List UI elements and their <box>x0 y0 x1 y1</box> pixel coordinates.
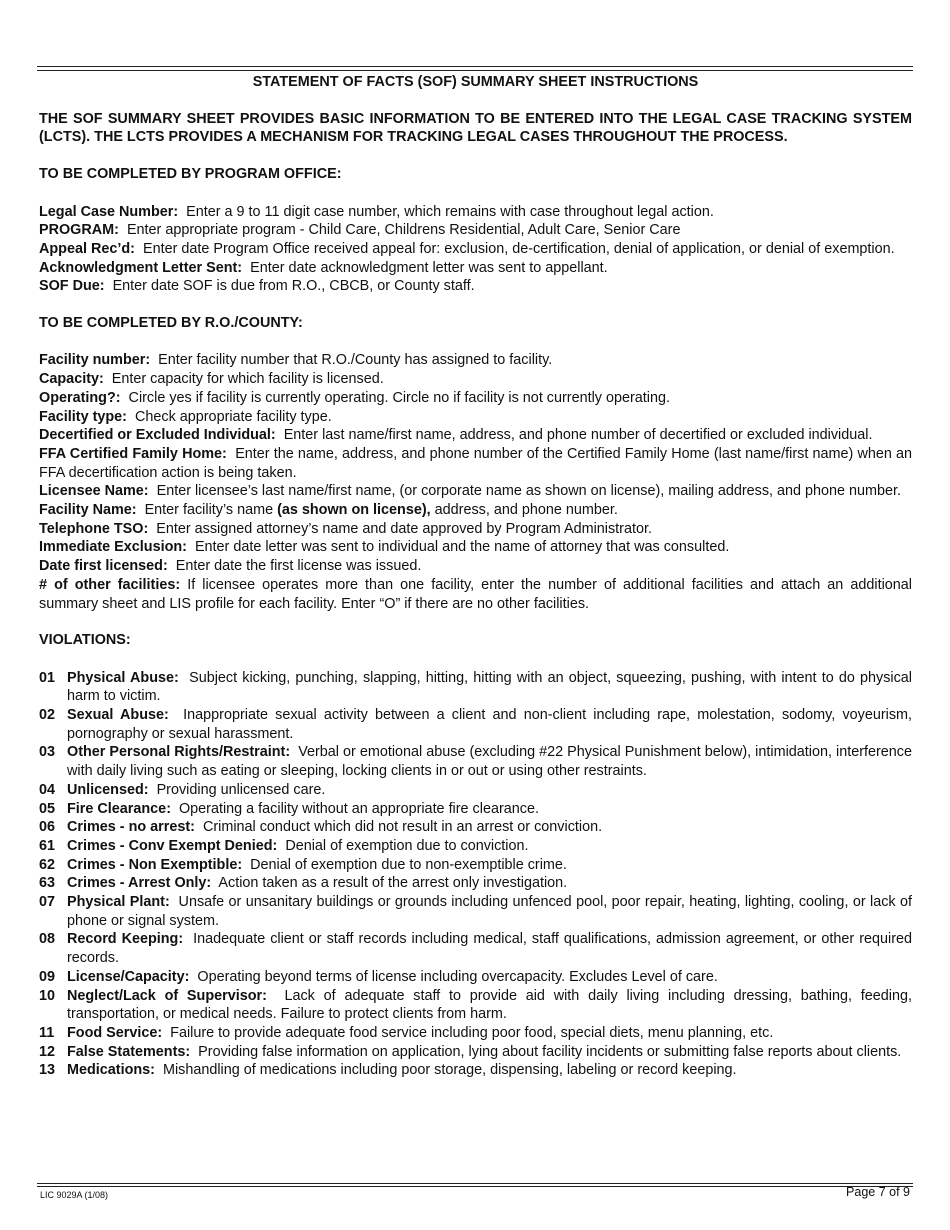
violation-title: False Statements: <box>67 1043 191 1060</box>
violation-code: 13 <box>39 1062 56 1079</box>
violation-desc: Inappropriate sexual activity between a client and non-client including rape, molestation, sodomy, voyeurism, pornography or sexual harassment. <box>67 707 913 742</box>
violation-code: 05 <box>39 800 56 817</box>
definition-desc: address, and phone number. <box>434 502 618 519</box>
definition-desc: Enter date Program Office received appeal for: exclusion, de-certification, denial of application, or denial of exemption. <box>142 240 895 257</box>
violation-desc: Lack of adequate staff to provide aid with daily living including dressing, bathing, feeding, transportation, or medical needs. Failure to protect clients from harm. <box>67 987 912 1023</box>
violation-item <box>39 781 912 800</box>
violation-code: 12 <box>39 1043 56 1060</box>
definition-term: Appeal Rec’d: <box>39 240 135 257</box>
ro-county-heading: TO BE COMPLETED BY R.O./COUNTY: <box>39 315 303 332</box>
violation-item <box>39 837 912 856</box>
definition-item <box>39 351 912 370</box>
definition-desc: Enter date the first license was issued. <box>175 558 422 575</box>
definition-item <box>39 259 912 278</box>
violation-title: Record Keeping: <box>67 931 184 948</box>
definition-item <box>39 203 912 222</box>
violation-title: Crimes - no arrest: <box>67 819 195 836</box>
form-id: LIC 9029A (1/08) <box>40 1190 109 1200</box>
definition-desc: If licensee operates more than one facility, enter the number of additional facilities and attach an additional summary sheet and LIS profile for each facility. Enter “O” if there are no other facilities. <box>39 576 912 612</box>
violation-item <box>39 893 912 930</box>
violation-item <box>39 1061 912 1080</box>
violation-code: 09 <box>39 968 56 985</box>
program-office-heading: TO BE COMPLETED BY PROGRAM OFFICE: <box>39 166 342 183</box>
definition-term: Operating?: <box>39 389 121 406</box>
definition-desc: Enter last name/first name, address, and phone number of decertified or excluded individual. <box>283 427 873 444</box>
document-body <box>39 73 912 1080</box>
violation-item <box>39 1024 912 1043</box>
violation-desc: Verbal or emotional abuse (excluding #22 Physical Punishment below), intimidation, interference with daily living such as eating or sleeping, locking clients in or out or using other restraints. <box>67 744 912 780</box>
violation-title: Sexual Abuse: <box>67 707 169 724</box>
definition-item <box>39 501 912 520</box>
violation-item <box>39 743 912 780</box>
definition-desc: Check appropriate facility type. <box>134 408 332 425</box>
definition-desc: Enter a 9 to 11 digit case number, which remains with case throughout legal action. <box>186 203 714 220</box>
definition-item <box>39 576 912 613</box>
violation-item <box>39 987 912 1024</box>
definition-desc: Enter date letter was sent to individual and the name of attorney that was consulted. <box>194 539 730 556</box>
violation-code: 08 <box>39 931 56 948</box>
violation-title: Physical Plant: <box>67 894 170 911</box>
definition-term: PROGRAM: <box>39 222 119 239</box>
definition-term: Telephone TSO: <box>39 520 149 537</box>
bottom-rule-inner <box>37 1183 913 1184</box>
violation-desc: Providing false information on application, lying about facility incidents or submitting false reports about clients. <box>198 1043 902 1060</box>
violation-title: License/Capacity: <box>67 968 190 985</box>
definition-desc: Enter facility number that R.O./County has assigned to facility. <box>158 352 553 369</box>
definition-desc: Enter date SOF is due from R.O., CBCB, or County staff. <box>112 278 475 295</box>
violation-item <box>39 1043 912 1062</box>
definition-item <box>39 277 912 296</box>
violation-title: Neglect/Lack of Supervisor: <box>67 987 267 1004</box>
violation-title: Crimes - Non Exemptible: <box>67 856 243 873</box>
violation-code: 01 <box>39 669 56 686</box>
top-rule-inner <box>37 70 913 71</box>
violation-item <box>39 968 912 987</box>
definition-item <box>39 538 912 557</box>
violation-desc: Action taken as a result of the arrest only investigation. <box>218 875 568 892</box>
violation-code: 62 <box>39 856 56 873</box>
violation-desc: Operating a facility without an appropriate fire clearance. <box>178 800 539 817</box>
violation-code: 11 <box>39 1025 55 1041</box>
definition-term: Licensee Name: <box>39 483 149 500</box>
violation-code: 04 <box>39 781 56 798</box>
definition-emphasis: (as shown on license), <box>277 502 431 519</box>
definition-term: Facility Name: <box>39 502 137 519</box>
violation-desc: Subject kicking, punching, slapping, hitting, hitting with an object, squeezing, pushing, with intent to do physical harm to victim. <box>67 669 913 705</box>
ro-county-section <box>39 351 912 613</box>
definition-term: SOF Due: <box>39 278 105 295</box>
bottom-rule <box>37 1186 913 1187</box>
definition-item <box>39 240 912 259</box>
definition-item <box>39 408 912 427</box>
violation-title: Other Personal Rights/Restraint: <box>67 744 291 761</box>
violation-code: 06 <box>39 819 56 836</box>
violation-desc: Mishandling of medications including poor storage, dispensing, labeling or record keeping. <box>162 1062 737 1079</box>
definition-desc: Enter facility’s name <box>144 502 274 519</box>
definition-term: Acknowledgment Letter Sent: <box>39 259 243 276</box>
violation-title: Food Service: <box>67 1025 163 1041</box>
violation-code: 10 <box>39 987 56 1004</box>
violation-title: Physical Abuse: <box>67 669 179 686</box>
violation-item <box>39 669 912 706</box>
page-number: Page 7 of 9 <box>846 1185 910 1199</box>
violation-desc: Inadequate client or staff records including medical, staff qualifications, admission agreement, or other required records. <box>67 931 913 967</box>
program-office-section <box>39 203 912 297</box>
violation-desc: Criminal conduct which did not result in an arrest or conviction. <box>202 819 603 836</box>
definition-item <box>39 557 912 576</box>
violations-list <box>39 669 912 1080</box>
definition-desc: Circle yes if facility is currently operating. Circle no if facility is not currently operating. <box>128 389 670 406</box>
violation-code: 61 <box>39 837 56 854</box>
violation-title: Fire Clearance: <box>67 800 171 817</box>
violation-item <box>39 930 912 967</box>
violation-title: Crimes - Conv Exempt Denied: <box>67 837 278 854</box>
definition-term: Date first licensed: <box>39 558 168 575</box>
definition-item <box>39 520 912 539</box>
definition-term: Facility type: <box>39 408 127 425</box>
violation-code: 02 <box>39 707 56 724</box>
definition-desc: Enter assigned attorney’s name and date approved by Program Administrator. <box>156 520 652 537</box>
violation-desc: Failure to provide adequate food service including poor food, special diets, menu planning, etc. <box>170 1025 774 1041</box>
violation-desc: Providing unlicensed care. <box>156 781 326 798</box>
violation-item <box>39 856 912 875</box>
violation-item <box>39 818 912 837</box>
definition-term: Facility number: <box>39 352 151 369</box>
violation-title: Unlicensed: <box>67 781 149 798</box>
definition-item <box>39 482 912 501</box>
top-rule <box>37 66 913 67</box>
definition-desc: Enter date acknowledgment letter was sent to appellant. <box>250 259 608 276</box>
definition-item <box>39 370 912 389</box>
definition-item <box>39 389 912 408</box>
violation-code: 03 <box>39 744 56 761</box>
definition-term: Decertified or Excluded Individual: <box>39 427 276 444</box>
violation-desc: Denial of exemption due to conviction. <box>285 837 529 854</box>
definition-term: # of other facilities: <box>39 576 181 593</box>
violation-item <box>39 800 912 819</box>
violation-title: Medications: <box>67 1062 155 1079</box>
violation-code: 63 <box>39 875 56 892</box>
violation-item <box>39 706 912 743</box>
violations-heading: VIOLATIONS: <box>39 632 131 649</box>
violation-desc: Operating beyond terms of license including overcapacity. Excludes Level of care. <box>197 968 718 985</box>
violation-code: 07 <box>39 894 56 911</box>
definition-desc: Enter appropriate program - Child Care, Childrens Residential, Adult Care, Senior Care <box>126 222 681 239</box>
definition-term: Capacity: <box>39 371 104 388</box>
definition-item <box>39 221 912 240</box>
definition-desc: Enter licensee’s last name/first name, (or corporate name as shown on license), mailing address, and phone number. <box>156 483 902 500</box>
definition-term: Immediate Exclusion: <box>39 539 187 556</box>
violation-desc: Unsafe or unsanitary buildings or grounds including unfenced pool, poor repair, heating, lighting, cooling, or lack of phone or signal system. <box>67 894 912 929</box>
definition-term: Legal Case Number: <box>39 203 179 220</box>
violation-title: Crimes - Arrest Only: <box>67 875 212 892</box>
page-title: STATEMENT OF FACTS (SOF) SUMMARY SHEET INSTRUCTIONS <box>252 74 699 90</box>
definition-item <box>39 426 912 445</box>
intro-paragraph: THE SOF SUMMARY SHEET PROVIDES BASIC INFORMATION TO BE ENTERED INTO THE LEGAL CASE TRACKING SYSTEM (LCTS). THE LCTS PROVIDES A MECHANISM FOR TRACKING LEGAL CASES THROUGHOUT THE PROCESS. <box>39 110 912 146</box>
violation-item <box>39 874 912 893</box>
definition-desc: Enter the name, address, and phone number of the Certified Family Home (last name/first name) when an FFA decertification action is being taken. <box>39 445 913 481</box>
definition-desc: Enter capacity for which facility is licensed. <box>111 371 384 388</box>
definition-term: FFA Certified Family Home: <box>39 445 227 462</box>
definition-item <box>39 445 912 482</box>
violation-desc: Denial of exemption due to non-exemptible crime. <box>250 856 567 873</box>
